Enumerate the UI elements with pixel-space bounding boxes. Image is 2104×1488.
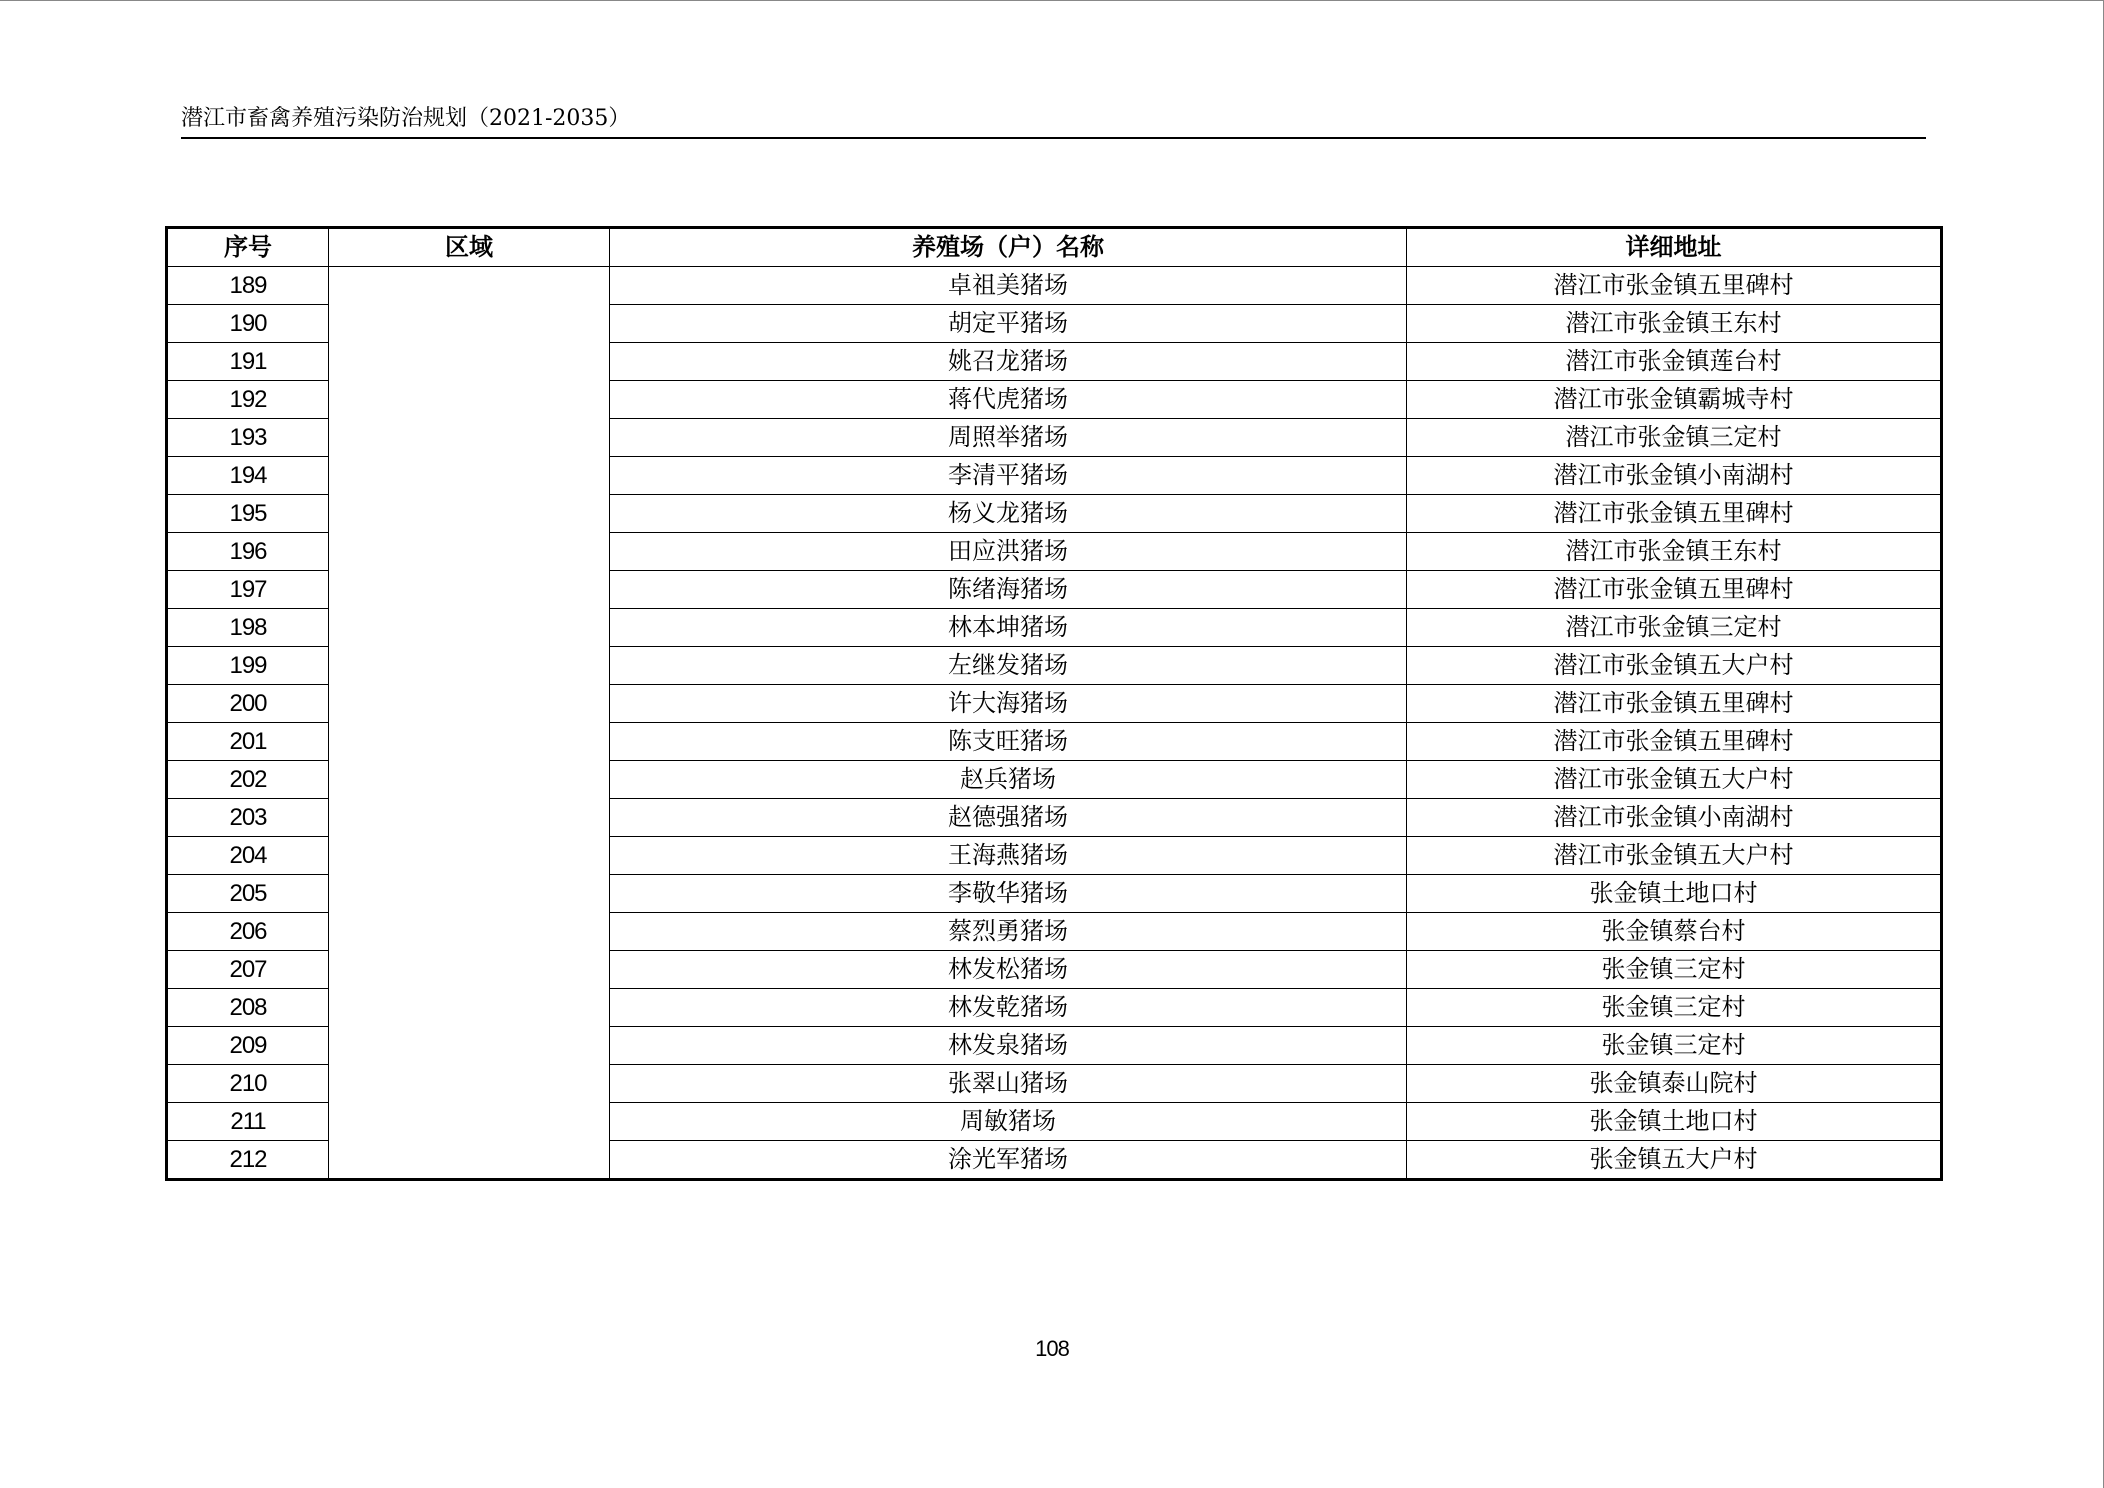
farm-name-cell: 姚召龙猪场 — [610, 343, 1407, 381]
farm-name-cell: 卓祖美猪场 — [610, 267, 1407, 305]
serial-number-cell: 189 — [167, 267, 329, 305]
farm-name-cell: 周敏猪场 — [610, 1103, 1407, 1141]
farm-name-cell: 李敬华猪场 — [610, 875, 1407, 913]
serial-number-cell: 212 — [167, 1141, 329, 1180]
serial-number-cell: 193 — [167, 419, 329, 457]
farm-name-cell: 蒋代虎猪场 — [610, 381, 1407, 419]
farm-table — [165, 226, 1943, 1181]
address-cell: 潜江市张金镇五大户村 — [1407, 837, 1942, 875]
farm-name-cell: 周照举猪场 — [610, 419, 1407, 457]
serial-number-cell: 201 — [167, 723, 329, 761]
serial-number-cell: 206 — [167, 913, 329, 951]
page-border-top — [0, 0, 2104, 1]
serial-number-cell: 200 — [167, 685, 329, 723]
serial-number-cell: 191 — [167, 343, 329, 381]
farm-name-cell: 左继发猪场 — [610, 647, 1407, 685]
column-header-farm-name: 养殖场（户）名称 — [610, 228, 1407, 267]
address-cell: 张金镇三定村 — [1407, 951, 1942, 989]
table-header-row — [167, 228, 1942, 267]
address-cell: 张金镇土地口村 — [1407, 1103, 1942, 1141]
address-cell: 潜江市张金镇霸城寺村 — [1407, 381, 1942, 419]
page-number: 108 — [1035, 1336, 1069, 1361]
table-row — [167, 267, 1942, 305]
address-cell: 潜江市张金镇五里碑村 — [1407, 267, 1942, 305]
farm-name-cell: 陈绪海猪场 — [610, 571, 1407, 609]
address-cell: 潜江市张金镇小南湖村 — [1407, 799, 1942, 837]
address-cell: 张金镇三定村 — [1407, 989, 1942, 1027]
address-cell: 潜江市张金镇五里碑村 — [1407, 495, 1942, 533]
address-cell: 张金镇三定村 — [1407, 1027, 1942, 1065]
serial-number-cell: 196 — [167, 533, 329, 571]
address-cell: 潜江市张金镇王东村 — [1407, 305, 1942, 343]
farm-name-cell: 王海燕猪场 — [610, 837, 1407, 875]
address-cell: 潜江市张金镇三定村 — [1407, 419, 1942, 457]
serial-number-cell: 194 — [167, 457, 329, 495]
farm-name-cell: 赵德强猪场 — [610, 799, 1407, 837]
farm-name-cell: 蔡烈勇猪场 — [610, 913, 1407, 951]
farm-name-cell: 涂光军猪场 — [610, 1141, 1407, 1180]
address-cell: 潜江市张金镇三定村 — [1407, 609, 1942, 647]
farm-name-cell: 李清平猪场 — [610, 457, 1407, 495]
serial-number-cell: 205 — [167, 875, 329, 913]
farm-name-cell: 田应洪猪场 — [610, 533, 1407, 571]
serial-number-cell: 210 — [167, 1065, 329, 1103]
serial-number-cell: 198 — [167, 609, 329, 647]
serial-number-cell: 190 — [167, 305, 329, 343]
farm-name-cell: 杨义龙猪场 — [610, 495, 1407, 533]
serial-number-cell: 199 — [167, 647, 329, 685]
farm-name-cell: 林发泉猪场 — [610, 1027, 1407, 1065]
address-cell: 潜江市张金镇王东村 — [1407, 533, 1942, 571]
farm-name-cell: 胡定平猪场 — [610, 305, 1407, 343]
farm-name-cell: 林发乾猪场 — [610, 989, 1407, 1027]
running-header: 潜江市畜禽养殖污染防治规划（2021-2035） — [181, 106, 631, 131]
farm-name-cell: 许大海猪场 — [610, 685, 1407, 723]
address-cell: 张金镇五大户村 — [1407, 1141, 1942, 1180]
address-cell: 潜江市张金镇五大户村 — [1407, 761, 1942, 799]
serial-number-cell: 192 — [167, 381, 329, 419]
address-cell: 潜江市张金镇五里碑村 — [1407, 571, 1942, 609]
address-cell: 张金镇土地口村 — [1407, 875, 1942, 913]
farm-name-cell: 林本坤猪场 — [610, 609, 1407, 647]
serial-number-cell: 211 — [167, 1103, 329, 1141]
serial-number-cell: 195 — [167, 495, 329, 533]
table-body — [167, 267, 1942, 1180]
serial-number-cell: 209 — [167, 1027, 329, 1065]
serial-number-cell: 203 — [167, 799, 329, 837]
farm-name-cell: 张翠山猪场 — [610, 1065, 1407, 1103]
serial-number-cell: 202 — [167, 761, 329, 799]
column-header-address: 详细地址 — [1407, 228, 1942, 267]
address-cell: 张金镇泰山院村 — [1407, 1065, 1942, 1103]
serial-number-cell: 207 — [167, 951, 329, 989]
column-header-serial: 序号 — [167, 228, 329, 267]
region-cell — [329, 267, 610, 1180]
column-header-region: 区域 — [329, 228, 610, 267]
address-cell: 潜江市张金镇小南湖村 — [1407, 457, 1942, 495]
address-cell: 张金镇蔡台村 — [1407, 913, 1942, 951]
farm-name-cell: 赵兵猪场 — [610, 761, 1407, 799]
serial-number-cell: 208 — [167, 989, 329, 1027]
address-cell: 潜江市张金镇莲台村 — [1407, 343, 1942, 381]
address-cell: 潜江市张金镇五里碑村 — [1407, 723, 1942, 761]
serial-number-cell: 197 — [167, 571, 329, 609]
address-cell: 潜江市张金镇五里碑村 — [1407, 685, 1942, 723]
farm-name-cell: 林发松猪场 — [610, 951, 1407, 989]
farm-name-cell: 陈支旺猪场 — [610, 723, 1407, 761]
serial-number-cell: 204 — [167, 837, 329, 875]
header-rule — [181, 137, 1926, 139]
address-cell: 潜江市张金镇五大户村 — [1407, 647, 1942, 685]
